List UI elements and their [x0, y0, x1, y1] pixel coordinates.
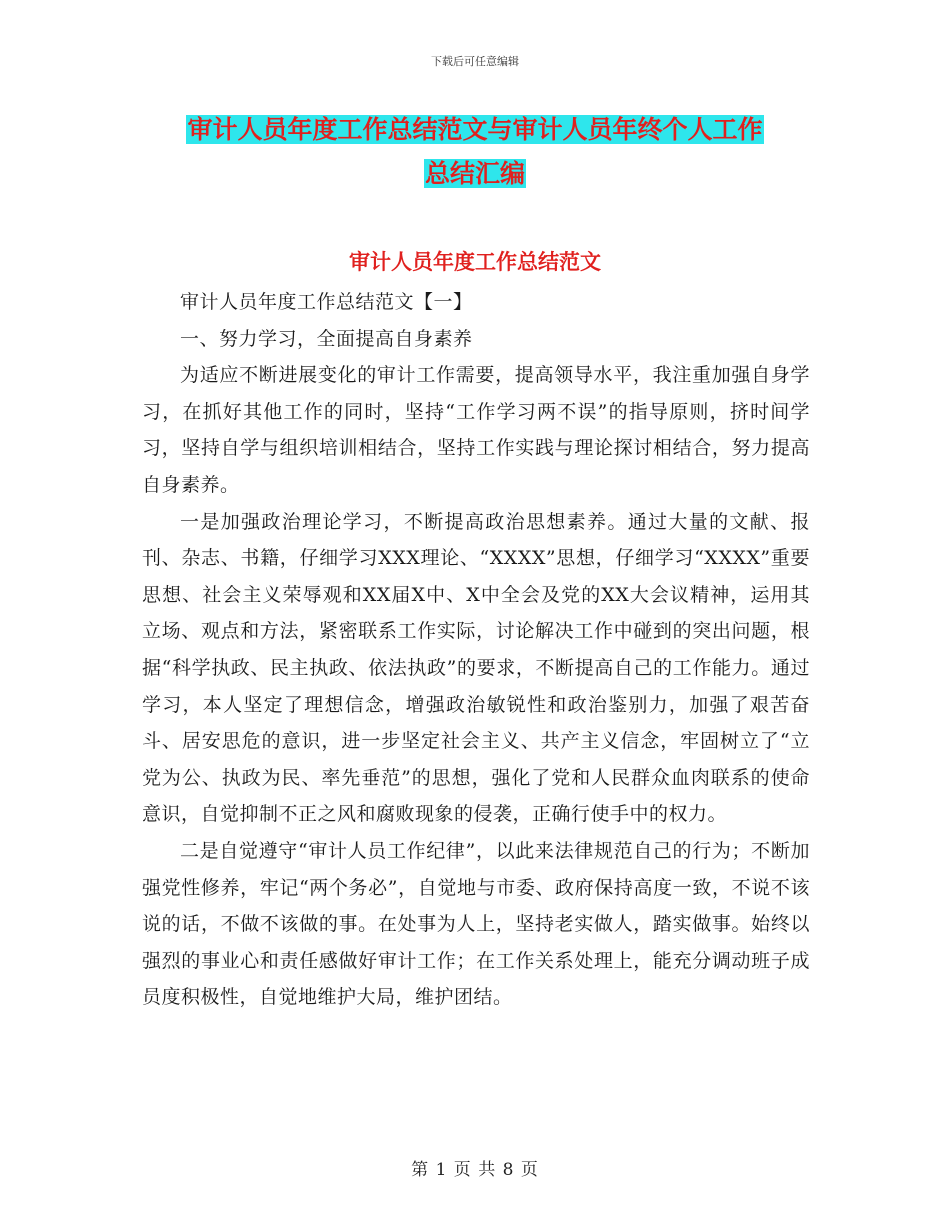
paragraph-subtitle: 审计人员年度工作总结范文【一】 [180, 291, 473, 313]
title-highlight-2: 总结汇编 [424, 159, 525, 188]
page-header-note: 下载后可任意编辑 [431, 55, 519, 68]
paragraph-heading: 一、努力学习，全面提高自身素养 [180, 327, 473, 350]
paragraph: 一是加强政治理论学习，不断提高政治思想素养。通过大量的文献、报刊、杂志、书籍，仔细学习XXX理论、“XXXX”思想，仔细学习“XXXX”重要思想、社会主义荣辱观和XX届X中、X中全会及党的XX大会议精神，运用其立场、观点和方法，紧密联系工作实际，讨论解决工作中碰到的突出问题，根据“科学执政、民主执政、依法执政”的要求，不断提高自己的工作能力。通过学习，本人坚定了理想信念，增强政治敏锐性和政治鉴别力，加强了艰苦奋斗、居安思危的意识，进一步坚定社会主义、共产主义信念，牢固树立了“立党为公、执政为民、率先垂范”的思想，强化了党和人民群众血肉联系的使命意识，自觉抑制不正之风和腐败现象的侵袭，正确行使手中的权力。 [142, 510, 810, 826]
paragraph: 二是自觉遵守“审计人员工作纪律”，以此来法律规范自己的行为；不断加强党性修养，牢记“两个务必”，自觉地与市委、政府保持高度一致，不说不该说的话，不做不该做的事。在处事为人上，坚持老实做人，踏实做事。始终以强烈的事业心和责任感做好审计工作；在工作关系处理上，能充分调动班子成员度积极性，自觉地维护大局，维护团结。 [142, 839, 810, 1009]
paragraph: 为适应不断进展变化的审计工作需要，提高领导水平，我注重加强自身学习，在抓好其他工作的同时，坚持“工作学习两不误”的指导原则，挤时间学习，坚持自学与组织培训相结合，坚持工作实践与理论探讨相结合，努力提高自身素养。 [142, 364, 810, 496]
document-body [142, 284, 810, 1016]
title-highlight-1: 审计人员年度工作总结范文与审计人员年终个人工作 [187, 115, 763, 144]
document-title-line-2 [0, 155, 950, 193]
section-title: 审计人员年度工作总结范文 [349, 250, 601, 274]
document-title-line-1 [0, 111, 950, 149]
page-number-footer: 第 1 页 共 8 页 [411, 1160, 539, 1180]
